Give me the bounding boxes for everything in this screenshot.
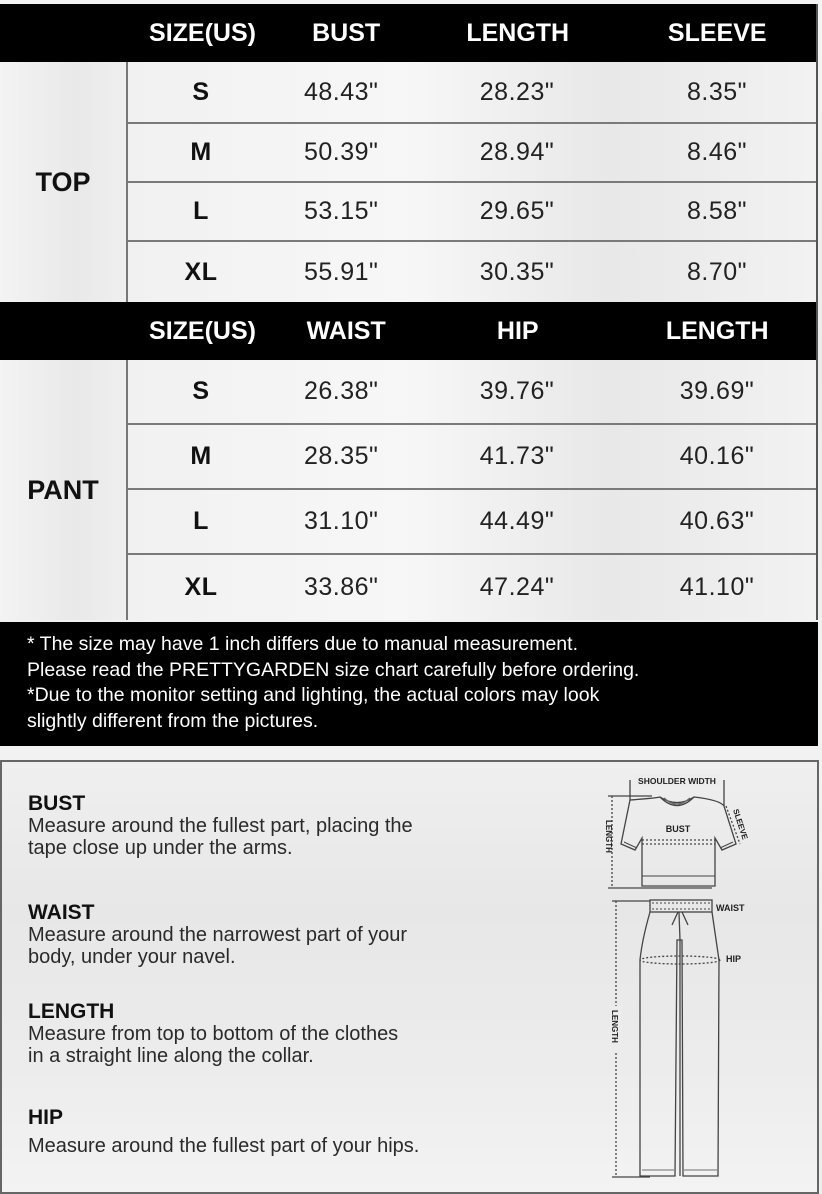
header-length: LENGTH	[466, 18, 570, 47]
garment-diagram-icon	[602, 770, 762, 1190]
table-row: XL 33.86" 47.24" 41.10"	[128, 555, 816, 620]
svg-text:SHOULDER WIDTH: SHOULDER WIDTH	[638, 776, 716, 786]
guide-bust: BUST Measure around the fullest part, placing the tape close up under the arms.	[28, 792, 413, 859]
table-row: L 53.15" 29.65" 8.58"	[128, 183, 816, 242]
table-row: S 48.43" 28.23" 8.35"	[128, 62, 816, 124]
svg-text:BUST: BUST	[665, 824, 691, 834]
note-line: Please read the PRETTYGARDEN size chart carefully before ordering.	[27, 658, 640, 681]
pant-category-label: PANT	[0, 360, 128, 620]
disclaimer-notes	[0, 622, 818, 746]
table-row: M 50.39" 28.94" 8.46"	[128, 124, 816, 183]
header-length: LENGTH	[665, 316, 769, 345]
top-category-label: TOP	[0, 62, 128, 302]
header-size: SIZE(US)	[149, 316, 256, 345]
svg-text:WAIST: WAIST	[716, 903, 745, 913]
table-row: L 31.10" 44.49" 40.63"	[128, 490, 816, 555]
header-hip: HIP	[496, 316, 539, 345]
top-header-row	[0, 4, 816, 62]
table-row: XL 55.91" 30.35" 8.70"	[128, 242, 816, 302]
measurement-guide	[0, 760, 819, 1194]
table-row: S 26.38" 39.76" 39.69"	[128, 360, 816, 425]
header-sleeve: SLEEVE	[667, 18, 767, 47]
header-waist: WAIST	[306, 316, 386, 345]
guide-waist: WAIST Measure around the narrowest part of your body, under your navel.	[28, 901, 408, 968]
top-block	[0, 62, 816, 302]
header-bust: BUST	[312, 18, 381, 47]
note-line: * The size may have 1 inch differs due to manual measurement.	[27, 633, 578, 655]
guide-length: LENGTH Measure from top to bottom of the clothes in a straight line along the collar.	[28, 1000, 399, 1067]
svg-text:SLEEVE: SLEEVE	[731, 807, 750, 841]
header-size: SIZE(US)	[149, 18, 256, 47]
guide-hip: HIP Measure around the fullest part of your hips.	[28, 1106, 420, 1157]
svg-text:LENGTH: LENGTH	[604, 820, 613, 853]
size-chart-table	[0, 4, 818, 620]
table-row: M 28.35" 41.73" 40.16"	[128, 425, 816, 490]
svg-text:HIP: HIP	[726, 954, 742, 964]
pant-header-row	[0, 302, 816, 360]
note-line: slightly different from the pictures.	[27, 709, 319, 732]
pant-block	[0, 360, 816, 620]
note-line: *Due to the monitor setting and lighting, the actual colors may look	[27, 684, 600, 706]
svg-text:LENGTH: LENGTH	[610, 1010, 619, 1043]
